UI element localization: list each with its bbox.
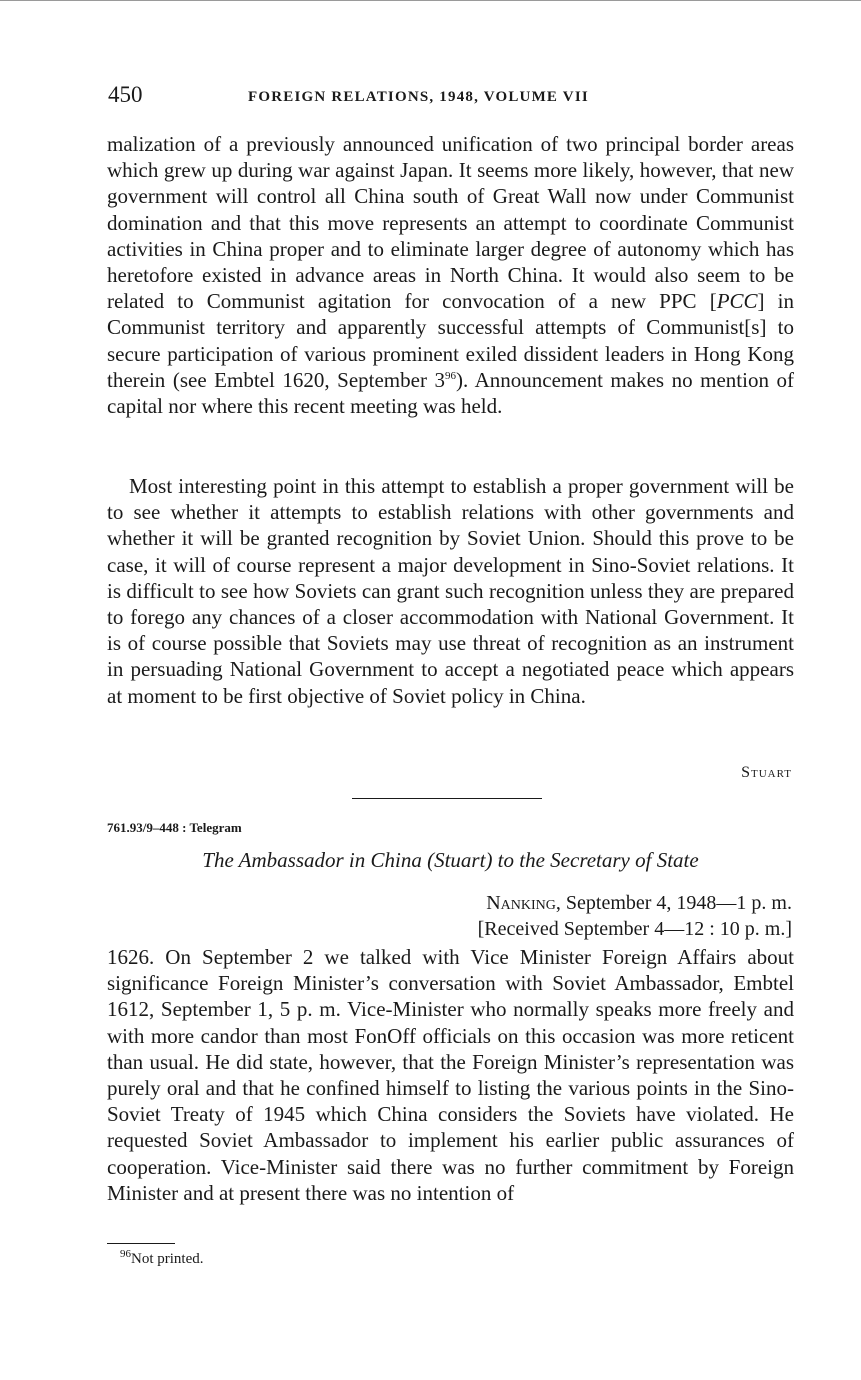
page-header <box>108 82 793 112</box>
dateline <box>400 890 792 942</box>
dateline-place: Nanking <box>486 892 556 914</box>
signature: Stuart <box>741 764 792 781</box>
para1-text-c: ). Announcement makes no mention of capital nor where this recent meeting was held. <box>107 367 794 419</box>
document-heading: The Ambassador in China (Stuart) to the Secretary of State <box>202 848 699 872</box>
section-divider <box>352 798 542 799</box>
footnote-text: Not printed. <box>131 1251 204 1267</box>
footnote <box>120 1248 204 1268</box>
page-number: 450 <box>108 82 143 107</box>
para1-text-a: malization of a previously announced unification of two principal border areas which grew up during war against Japan. It seems more likely, however, that new government will control all China south of Great Wall now under Communist domination and that this move represents an attempt to coordinate Communist activities in China proper and to eliminate larger degree of autonomy which has heretofore existed in advance areas in North China. It would also seem to be related to Communist agitation for convocation of a new PPC [ <box>107 132 794 314</box>
running-title: FOREIGN RELATIONS, 1948, VOLUME VII <box>248 89 589 105</box>
dateline-received: [Received September 4—12 : 10 p. m.] <box>477 918 792 940</box>
file-reference: 761.93/9–448 : Telegram <box>107 820 242 835</box>
top-edge-rule <box>0 0 861 9</box>
paragraph-second: Most interesting point in this attempt to establish a proper government will be to see whether it attempts to establish relations with other governments and whether it will be granted recognition by Soviet Union. Should this prove to be case, it will of course represent a major development in Sino-Soviet relations. It is difficult to see how Soviets can grant such recognition unless they are prepared to forego any chances of a closer accommodation with National Government. It is of course possible that Soviets may use threat of recognition as an instrument in persuading National Government to accept a negotiated peace which appears at moment to be first objective of Soviet policy in China. <box>107 474 794 708</box>
para1-pcc: PCC <box>716 289 758 314</box>
dateline-sent <box>400 890 792 916</box>
footnote-reference: 96 <box>444 369 456 382</box>
footnote-rule <box>107 1243 175 1244</box>
footnote-marker: 96 <box>120 1248 131 1260</box>
dateline-date: , September 4, 1948—1 p. m. <box>555 892 792 914</box>
paragraph-continuation <box>107 131 794 419</box>
para1-text-b: ] in Communist territory and apparently successful attempts of Communist[s] to secure participation of various prominent exiled dissident leaders in Hong Kong therein (see Embtel 1620, September 3 <box>107 289 795 392</box>
paragraph-telegram: 1626. On September 2 we talked with Vice Minister Foreign Affairs about significance Foreign Minister’s conversation with Soviet Ambassador, Embtel 1612, September 1, 5 p. m. Vice-Minister who normally speaks more freely and with more candor than most FonOff officials on this occasion was more reticent than usual. He did state, however, that the Foreign Minister’s representation was purely oral and that he confined himself to listing the various points in the Sino-Soviet Treaty of 1945 which China considers the Soviets have violated. He requested Soviet Ambassador to implement his earlier public assurances of cooperation. Vice-Minister said there was no further commitment by Foreign Minister and at present there was no intention of <box>107 945 794 1205</box>
